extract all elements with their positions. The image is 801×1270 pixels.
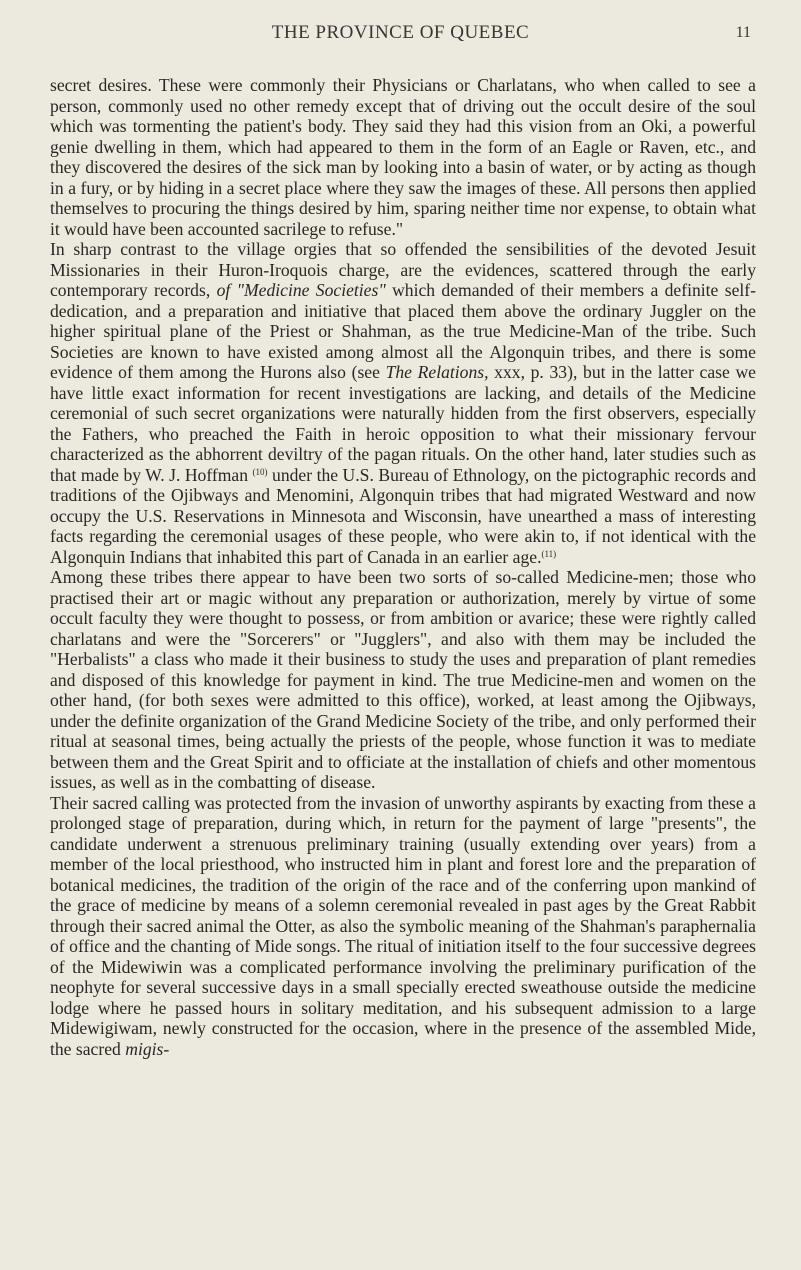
- paragraph-1: secret desires. These were commonly their Physicians or Charlatans, who when called to see a person, commonly used no other remedy except that of driving out the occult desire of the soul which was tormenting the patient's body. They said they had this vision from an Oki, a powerful genie dwelling in them, which had appeared to them in the form of an Eagle or Raven, etc., and they discovered the desires of the sick man by looking into a basin of water, or by acting as though in a fury, or by hiding in a secret place where they saw the images of these. All persons then applied themselves to procuring the things desired by him, sparing neither time nor expense, to obtain what it would have been accounted sacrilege to refuse.": [50, 75, 756, 239]
- paragraph-2-text-e: xxx, p. 33), but in the latter case we have little exact information for recent investigations are lacking, and details of the Medicine ceremonial of such secret organizations were naturally hidden from the first observers, especially the Fathers, who preached the Faith in heroic opposition to what their missionary fervour characterized as the abhorrent deviltry of the pagan rituals. On the other hand, later studies such as that made by W. J. Hoffman: [50, 362, 756, 485]
- migis-italic: migis-: [125, 1038, 170, 1059]
- paragraph-4-text-a: Their sacred calling was protected from the invasion of unworthy aspirants by exacting from these a prolonged stage of preparation, during which, in return for the payment of large "presents", the candidate underwent a strenuous preliminary training (usually extending over years) from a member of the local priesthood, who instructed him in plant and forest lore and the preparation of botanical medicines, the tradition of the origin of the race and of the conferring upon mankind of the grace of medicine by means of a solemn ceremonial revealed in past ages by the Great Rabbit through their sacred animal the Otter, as also the symbolic meaning of the Shahman's paraphernalia of office and the chanting of Mide songs. The ritual of initiation itself to the four successive degrees of the Midewiwin was a complicated performance involving the preliminary purification of the neophyte for several successive days in a small specially erected sweathouse outside the medicine lodge where he passed hours in solitary meditation, and his subsequent admission to a large Midewigiwam, newly constructed for the occasion, where in the presence of the assembled Mide, the sacred: [50, 792, 756, 1059]
- paragraph-2-text-g: under the U.S. Bureau of Ethnology, on the pictographic records and traditions of the Ojibways and Menomini, Algonquin tribes that had migrated Westward and now occupy the U.S. Reservations in Minnesota and Wisconsin, have unearthed a mass of interesting facts regarding the ceremonial usages of these people, who were akin to, if not identical with the Algonquin Indians that inhabited this part of Canada in an earlier age.: [50, 464, 756, 567]
- medicine-societies-italic: of "Medicine Societies": [216, 280, 386, 300]
- paragraph-2-text-c: which demanded of their members a definite self-dedication, and a preparation and initiative that placed them above the ordinary Juggler on the higher spiritual plane of the Priest or Shahman, as the true Medicine-Man of the tribe. Such Societies are known to have existed among almost all the Algonquin tribes, and there is some evidence of them among the Hurons also (see: [50, 280, 756, 382]
- footnote-ref-11: (11): [541, 548, 557, 559]
- running-title: THE PROVINCE OF QUEBEC: [271, 22, 530, 43]
- footnote-ref-10: (10): [252, 466, 268, 477]
- body-text: [50, 75, 756, 1059]
- relations-citation-italic: The Relations,: [385, 362, 489, 382]
- paragraph-3: Among these tribes there appear to have been two sorts of so-called Medicine-men; those who practised their art or magic without any preparation or authorization, merely by virtue of some occult faculty they were thought to possess, or from ambition or avarice; these were rightly called charlatans and were the "Sorcerers" or "Jugglers", and also with them may be included the "Herbalists" a class who made it their business to study the uses and preparation of plant remedies and disposed of this knowledge for payment in kind. The true Medicine-men and women on the other hand, (for both sexes were admitted to this office), worked, at least among the Ojibways, under the definite organization of the Grand Medicine Society of the tribe, and only performed their ritual at seasonal times, being actually the priests of the people, whose function it was to mediate between them and the Great Spirit and to officiate at the installation of chiefs and other momentous issues, as well as in the combatting of disease.: [50, 567, 756, 792]
- page-header: [0, 22, 801, 52]
- paragraph-2-text-a: In sharp contrast to the village orgies that so offended the sensibilities of the devoted Jesuit Missionaries in their Huron-Iroquois charge, are the evidences, scattered through the early contemporary records,: [50, 239, 756, 300]
- page-number: 11: [735, 24, 751, 41]
- paragraph-2: [50, 239, 756, 567]
- paragraph-4: [50, 793, 756, 1060]
